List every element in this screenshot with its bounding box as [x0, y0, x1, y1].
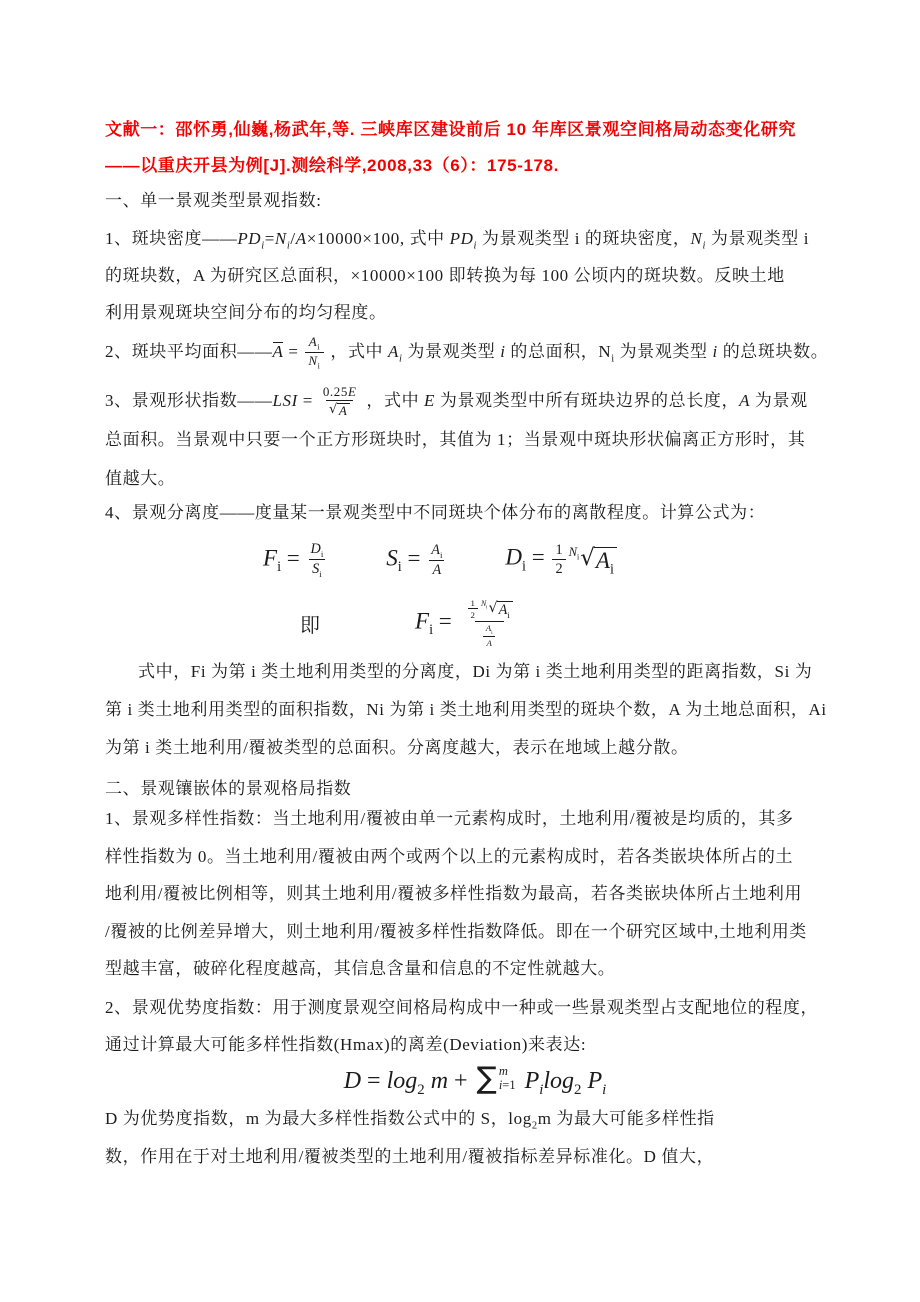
dominance-explanation-line-1: D 为优势度指数，m 为最大多样性指数公式中的 S，$\log_2m$ 为最大可能多样性指	[105, 1109, 715, 1132]
separation-line-1: 4、景观分离度——度量某一景观类型中不同斑块个体分布的离散程度。计算公式为：	[105, 503, 766, 522]
diversity-index-paragraph	[105, 800, 845, 988]
patch-density-line-3: 利用景观斑块空间分布的均匀程度。	[105, 303, 387, 322]
dominance-explanation-line-2: 数，作用在于对土地利用/覆被类型的土地利用/覆被指标差异标准化。D 值大，	[105, 1147, 715, 1166]
section-2-heading: 二、景观镶嵌体的景观格局指数	[105, 779, 352, 798]
citation-heading	[105, 112, 845, 184]
formula-explanation-paragraph	[105, 653, 845, 767]
dominance-line-2: 通过计算最大可能多样性指数(Hmax)的离差(Deviation)来表达:	[105, 1035, 587, 1054]
formula-di: $D_i$ = $\frac{1}{2}$ $^{N_i}$ √ $A_i$	[505, 542, 617, 578]
diversity-line-3: 地利用/覆被比例相等，则其土地利用/覆被多样性指数为最高，若各类嵌块体所占土地利用	[105, 884, 803, 903]
citation-line-2: ——以重庆开县为例[J].测绘科学,2008,33（6）：175-178.	[105, 156, 559, 175]
landscape-shape-index-paragraph	[105, 381, 845, 498]
section-1-heading: 一、单一景观类型景观指数:	[105, 191, 322, 210]
citation-line-1: 文献一：邵怀勇,仙巍,杨武年,等. 三峡库区建设前后 10 年库区景观空间格局动态变化研究	[105, 120, 796, 139]
shape-index-line-1: 3、景观形状指数——LSI = 0.25E √ A ，式中 E 为景观类型中所有斑块边界的总长度，A 为景观	[105, 384, 808, 419]
separation-formula-combined-row	[105, 592, 920, 654]
formula-si: $S_i$ = $\frac{A_i}{A}$	[386, 541, 443, 578]
dominance-line-1: 2、景观优势度指数：用于测度景观空间格局构成中一种或一些景观类型占支配地位的程度，	[105, 998, 819, 1017]
mean-patch-area-paragraph	[105, 333, 845, 371]
patch-density-line-2: 的斑块数，A 为研究区总面积，×10000×100 即转换为每 100 公顷内的斑块数。反映土地	[105, 266, 785, 285]
dominance-explanation-paragraph	[105, 1100, 845, 1176]
diversity-line-1: 1、景观多样性指数：当土地利用/覆被由单一元素构成时，土地利用/覆被是均质的，其多	[105, 809, 794, 828]
formula-explanation-line-2: 第 i 类土地利用类型的面积指数，Ni 为第 i 类土地利用类型的斑块个数，A 为土地总面积，Ai	[105, 700, 827, 719]
mean-patch-area-line-1: 2、斑块平均面积——A = $\frac{A_i}{N_i}$ ，式中 $A_i$ 为景观类型 i 的总面积，$N_i$ 为景观类型 i 的总斑块数。	[105, 334, 829, 371]
diversity-line-4: /覆被的比例差异增大，则土地利用/覆被多样性指数降低。即在一个研究区域中,土地利用类	[105, 921, 807, 941]
shape-index-line-3: 值越大。	[105, 469, 176, 488]
formula-fi-combined: $F_i$ = $\frac{1}{2}$ $^{N_i}$ √ $A_i$ $\frac{A_i}{A}$	[415, 597, 521, 650]
patch-density-paragraph	[105, 220, 845, 331]
shape-index-line-2: 总面积。当景观中只要一个正方形斑块时，其值为 1；当景观中斑块形状偏离正方形时，其	[105, 430, 806, 449]
patch-density-line-1: 1、斑块密度$——PD_i=N_i/A\times 10000\times 100$, 式中 $PD_i$ 为景观类型 i 的斑块密度，$N_i$ 为景观类型 i	[105, 229, 810, 252]
dominance-index-paragraph	[105, 989, 845, 1063]
formula-explanation-line-3: 为第 i 类土地利用/覆被类型的总面积。分离度越大，表示在地域上越分散。	[105, 738, 689, 757]
dominance-formula	[105, 1058, 845, 1104]
diversity-line-2: 样性指数为 0。当土地利用/覆被由两个或两个以上的元素构成时，若各类嵌块体所占的土	[105, 846, 794, 866]
separation-degree-paragraph	[105, 494, 845, 531]
diversity-line-5: 型越丰富，破碎化程度越高，其信息含量和信息的不定性就越大。	[105, 959, 616, 978]
formula-fi: $F_i$ = $\frac{D_i}{S_i}$	[263, 541, 324, 579]
separation-formula-row	[105, 536, 920, 584]
dominance-formula-expression: $D = \log_2 m$ + ∑ m i=1 $P_i\log_2$ $P_i$	[343, 1060, 607, 1098]
ji-label: 即	[300, 614, 320, 637]
formula-explanation-line-1: 式中，Fi 为第 i 类土地利用类型的分离度，Di 为第 i 类土地利用类型的距离指数，Si 为	[138, 662, 813, 681]
